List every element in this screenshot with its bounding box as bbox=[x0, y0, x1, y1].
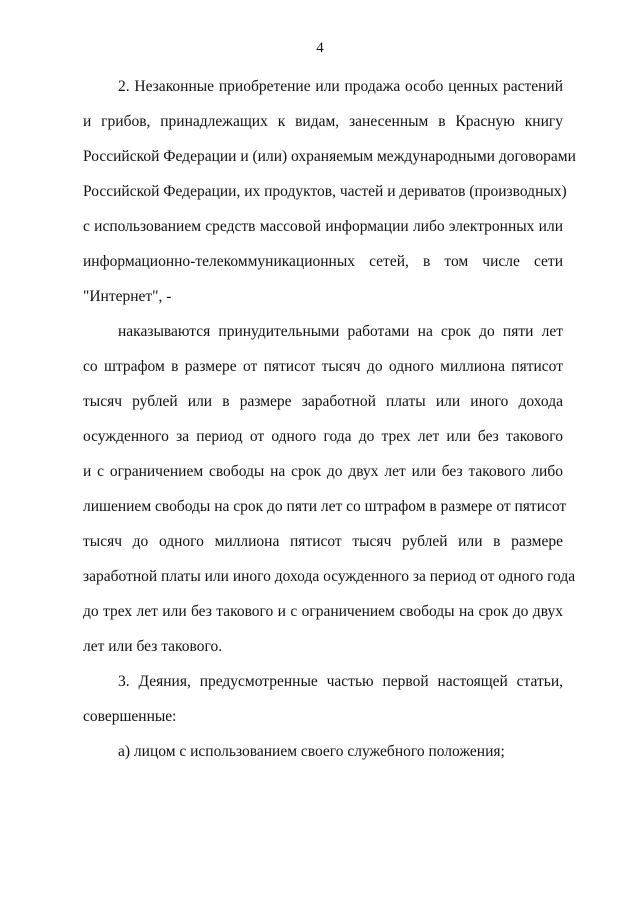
page-number: 4 bbox=[316, 40, 324, 56]
punishment-line-4: осужденного за период от одного года до трех лет или без такового bbox=[83, 428, 563, 445]
punishment-line-10: лет или без такового. bbox=[83, 638, 223, 655]
item-a-line: а) лицом с использованием своего служебного положения; bbox=[118, 743, 505, 760]
paragraph-2-line-7: "Интернет", - bbox=[83, 288, 172, 305]
punishment-line-6: лишением свободы на срок до пяти лет со штрафом в размере от пятисот bbox=[83, 498, 567, 515]
paragraph-2-line-5: с использованием средств массовой информации либо электронных или bbox=[83, 218, 563, 235]
punishment-line-5: и с ограничением свободы на срок до двух лет или без такового либо bbox=[83, 463, 563, 480]
paragraph-3-line-2: совершенные: bbox=[83, 708, 177, 725]
punishment-line-1: наказываются принудительными работами на срок до пяти лет bbox=[118, 323, 563, 340]
paragraph-2-line-2: и грибов, принадлежащих к видам, занесенным в Красную книгу bbox=[83, 113, 563, 130]
paragraph-2-line-6: информационно-телекоммуникационных сетей, в том числе сети bbox=[83, 253, 563, 270]
punishment-line-2: со штрафом в размере от пятисот тысяч до одного миллиона пятисот bbox=[83, 358, 563, 375]
paragraph-2-line-3: Российской Федерации и (или) охраняемым международными договорами bbox=[83, 148, 576, 165]
paragraph-2-line-1: 2. Незаконные приобретение или продажа особо ценных растений bbox=[118, 78, 563, 95]
punishment-line-8: заработной платы или иного дохода осужденного за период от одного года bbox=[83, 568, 576, 585]
punishment-line-3: тысяч рублей или в размере заработной платы или иного дохода bbox=[83, 393, 563, 410]
paragraph-3-line-1: 3. Деяния, предусмотренные частью первой настоящей статьи, bbox=[118, 673, 563, 690]
punishment-line-7: тысяч до одного миллиона пятисот тысяч рублей или в размере bbox=[83, 533, 563, 550]
paragraph-2-line-4: Российской Федерации, их продуктов, частей и дериватов (производных) bbox=[83, 183, 567, 200]
punishment-line-9: до трех лет или без такового и с ограничением свободы на срок до двух bbox=[83, 603, 563, 620]
